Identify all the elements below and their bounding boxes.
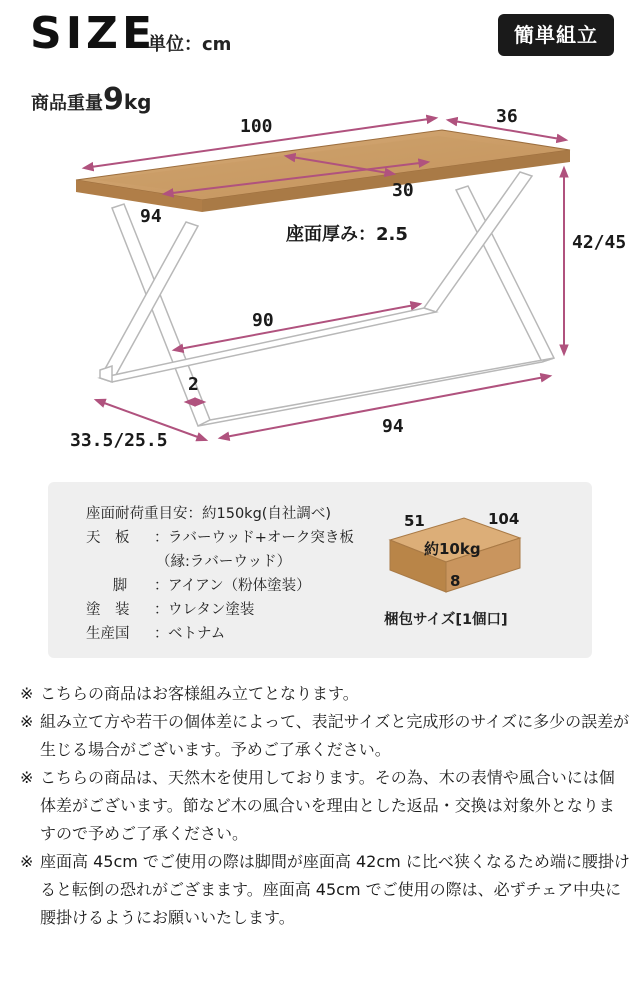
spec-label: 生産国: [86, 626, 130, 642]
spec-label: 天 板: [86, 530, 130, 546]
weight-unit: kg: [123, 90, 152, 114]
note-item: [20, 848, 630, 932]
spec-value: （縁:ラバーウッド）: [156, 554, 292, 570]
dim-height: 42/45: [572, 232, 627, 253]
package-caption: 梱包サイズ[1個口]: [384, 612, 508, 628]
spec-value: 約150kg(自社調べ): [202, 506, 332, 522]
note-mark: ※: [20, 712, 34, 731]
spec-value: ベトナム: [168, 626, 226, 642]
dim-inner-width: 30: [392, 180, 414, 201]
spec-label: 座面耐荷重目安: [86, 506, 188, 522]
dim-seat-inner: 94: [140, 206, 162, 227]
easy-assembly-badge: 簡単組立: [498, 14, 614, 56]
dim-leg-thickness: 2: [188, 374, 199, 395]
dim-bottom-length: 94: [382, 416, 404, 437]
spec-sep: ：: [154, 530, 169, 546]
dim-depth: 36: [496, 106, 518, 127]
spec-row-finish: [86, 598, 254, 619]
spec-label: 脚: [112, 578, 128, 594]
spec-row-load: [86, 502, 331, 523]
dim-foot-width: 33.5/25.5: [70, 430, 168, 451]
spec-row-origin: [86, 622, 225, 643]
spec-row-legs: [86, 574, 311, 595]
unit-label: 単位：cm: [148, 34, 232, 55]
spec-sep: ：: [154, 578, 169, 594]
spec-value: ラバーウッド+オーク突き板: [168, 530, 354, 546]
weight-value: 9: [103, 82, 124, 117]
notes: [20, 680, 630, 932]
package-width: 51: [404, 512, 425, 530]
size-title: SIZE: [30, 8, 157, 59]
spec-sep: ：: [154, 602, 169, 618]
dim-leg-span: 90: [252, 310, 274, 331]
note-item: [20, 708, 630, 764]
seat-thickness: 座面厚み：2.5: [286, 224, 408, 245]
spec-sep: ：: [154, 626, 169, 642]
spec-label: 塗 装: [86, 602, 130, 618]
spec-row-edge: [156, 550, 291, 571]
package-length: 104: [488, 510, 520, 528]
package-height: 8: [450, 572, 461, 590]
note-item: [20, 680, 630, 708]
dim-length: 100: [240, 116, 273, 137]
note-mark: ※: [20, 768, 34, 787]
package-box-diagram: [380, 500, 530, 605]
seat-top: [76, 130, 570, 212]
weight-label: 商品重量: [31, 93, 103, 114]
note-mark: ※: [20, 684, 34, 703]
bench-dimension-diagram: [0, 100, 640, 470]
note-item: [20, 764, 630, 848]
package-weight: 約10kg: [424, 540, 481, 558]
note-text: 組み立て方や若干の個体差によって、表記サイズと完成形のサイズに多少の誤差が生じる場合がございます。予めご了承ください。: [40, 712, 630, 759]
spec-value: アイアン（粉体塗装）: [168, 578, 311, 594]
note-text: こちらの商品はお客様組み立てとなります。: [40, 684, 359, 703]
note-mark: ※: [20, 852, 34, 871]
spec-row-top: [86, 526, 354, 547]
note-text: こちらの商品は、天然木を使用しております。その為、木の表情や風合いには個体差がございます。節など木の風合いを理由とした返品・交換は対象外となりますので予めご了承ください。: [40, 768, 615, 843]
spec-sep: ：: [187, 506, 202, 522]
spec-value: ウレタン塗装: [168, 602, 255, 618]
note-text: 座面高 45cm でご使用の際は脚間が座面高 42cm に比べ狭くなるため端に腰掛けると転倒の恐れがござまます。座面高 45cm でご使用の際は、必ずチェア中央に腰掛けるようにお願いいたします。: [40, 852, 630, 927]
